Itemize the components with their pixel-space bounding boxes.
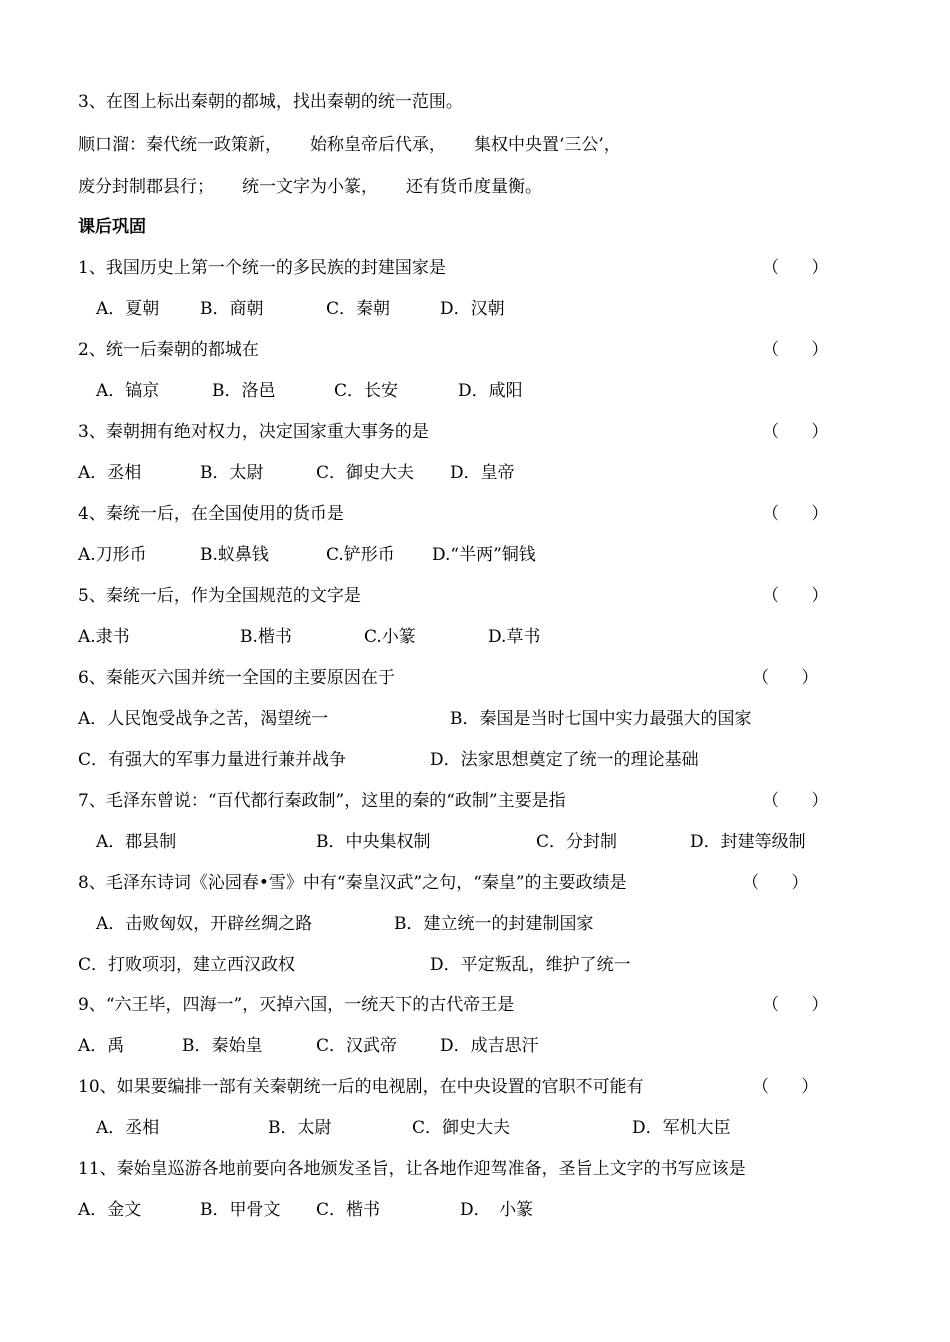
rhyme-phrase: 集权中央置‘三公’，	[474, 135, 621, 155]
rhyme-label: 顺口溜：	[78, 135, 146, 155]
answer-parentheses: （ ）	[762, 791, 829, 811]
answer-parentheses: （ ）	[752, 668, 819, 688]
answer-parentheses: （ ）	[752, 1077, 819, 1097]
option-a: A．击败匈奴，开辟丝绸之路	[96, 914, 313, 934]
rhyme-phrase: 还有货币度量衡。	[406, 177, 542, 197]
answer-parentheses: （ ）	[762, 586, 829, 606]
option-c: C．御史大夫	[316, 463, 415, 483]
section-title: 课后巩固	[78, 217, 146, 237]
option-c: C.小篆	[364, 627, 416, 647]
question-1-stem: 1、我国历史上第一个统一的多民族的封建国家是	[78, 258, 446, 278]
option-a: A．金文	[78, 1200, 142, 1220]
option-b: B．建立统一的封建制国家	[394, 914, 594, 934]
question-8-stem: 8、毛泽东诗词《沁园春•雪》中有“秦皇汉武”之句，“秦皇”的主要政绩是	[78, 873, 627, 893]
option-c: C．楷书	[316, 1200, 381, 1220]
option-a: A．郡县制	[96, 832, 177, 852]
rhyme-phrase: 秦代统一政策新，	[146, 135, 282, 155]
answer-parentheses: （ ）	[762, 340, 829, 360]
question-10-stem: 10、如果要编排一部有关秦朝统一后的电视剧，在中央设置的官职不可能有	[78, 1077, 644, 1097]
answer-parentheses: （ ）	[762, 422, 829, 442]
option-a: A．镐京	[96, 381, 160, 401]
question-5-stem: 5、秦统一后，作为全国规范的文字是	[78, 586, 361, 606]
answer-parentheses: （ ）	[762, 504, 829, 524]
option-d: D．皇帝	[450, 463, 515, 483]
rhyme-phrase: 始称皇帝后代承，	[310, 135, 446, 155]
answer-parentheses: （ ）	[762, 258, 829, 278]
question-7-stem: 7、毛泽东曾说：“百代都行秦政制”，这里的秦的“政制”主要是指	[78, 791, 566, 811]
option-a: A.刀形币	[78, 545, 147, 565]
option-a: A.隶书	[78, 627, 130, 647]
option-d: D． 小篆	[460, 1200, 534, 1220]
option-c: C．打败项羽，建立西汉政权	[78, 955, 296, 975]
rhyme-line-1	[78, 133, 621, 157]
option-b: B．太尉	[200, 463, 264, 483]
option-d: D．封建等级制	[690, 832, 806, 852]
option-b: B．洛邑	[212, 381, 276, 401]
rhyme-phrase: 废分封制郡县行；	[78, 177, 214, 197]
option-c: C．秦朝	[326, 299, 391, 319]
option-b: B．太尉	[268, 1118, 332, 1138]
option-d: D．汉朝	[440, 299, 505, 319]
rhyme-phrase: 统一文字为小篆，	[242, 177, 378, 197]
option-d: D.草书	[488, 627, 541, 647]
option-d: D.“半两”铜钱	[432, 545, 536, 565]
answer-parentheses: （ ）	[762, 995, 829, 1015]
rhyme-line-2	[78, 175, 542, 199]
question-6-stem: 6、秦能灭六国并统一全国的主要原因在于	[78, 668, 395, 688]
option-a: A．人民饱受战争之苦，渴望统一	[78, 709, 329, 729]
question-3-stem: 3、秦朝拥有绝对权力，决定国家重大事务的是	[78, 422, 429, 442]
option-b: B．中央集权制	[316, 832, 431, 852]
question-4-stem: 4、秦统一后，在全国使用的货币是	[78, 504, 344, 524]
option-d: D．军机大臣	[632, 1118, 731, 1138]
task-3-text: 3、在图上标出秦朝的都城，找出秦朝的统一范围。	[78, 92, 463, 112]
option-a: A．禹	[78, 1036, 125, 1056]
option-b: B.蚁鼻钱	[200, 545, 269, 565]
option-c: C．汉武帝	[316, 1036, 398, 1056]
option-c: C．长安	[334, 381, 399, 401]
option-d: D．成吉思汗	[440, 1036, 539, 1056]
option-c: C．分封制	[536, 832, 618, 852]
option-b: B.楷书	[240, 627, 292, 647]
option-b: B．秦国是当时七国中实力最强大的国家	[450, 709, 752, 729]
option-a: A．丞相	[96, 1118, 160, 1138]
option-b: B．甲骨文	[200, 1200, 281, 1220]
option-d: D．咸阳	[458, 381, 523, 401]
option-d: D．法家思想奠定了统一的理论基础	[430, 750, 699, 770]
option-d: D．平定叛乱，维护了统一	[430, 955, 631, 975]
option-a: A．丞相	[78, 463, 142, 483]
option-c: C．有强大的军事力量进行兼并战争	[78, 750, 347, 770]
answer-parentheses: （ ）	[742, 873, 809, 893]
option-b: B．商朝	[200, 299, 264, 319]
option-b: B．秦始皇	[182, 1036, 263, 1056]
question-2-stem: 2、统一后秦朝的都城在	[78, 340, 259, 360]
option-c: C．御史大夫	[412, 1118, 511, 1138]
question-9-stem: 9、“六王毕，四海一”，灭掉六国，一统天下的古代帝王是	[78, 995, 515, 1015]
question-11-stem: 11、秦始皇巡游各地前要向各地颁发圣旨，让各地作迎驾准备，圣旨上文字的书写应该是	[78, 1159, 746, 1179]
option-a: A．夏朝	[96, 299, 160, 319]
option-c: C.铲形币	[326, 545, 395, 565]
